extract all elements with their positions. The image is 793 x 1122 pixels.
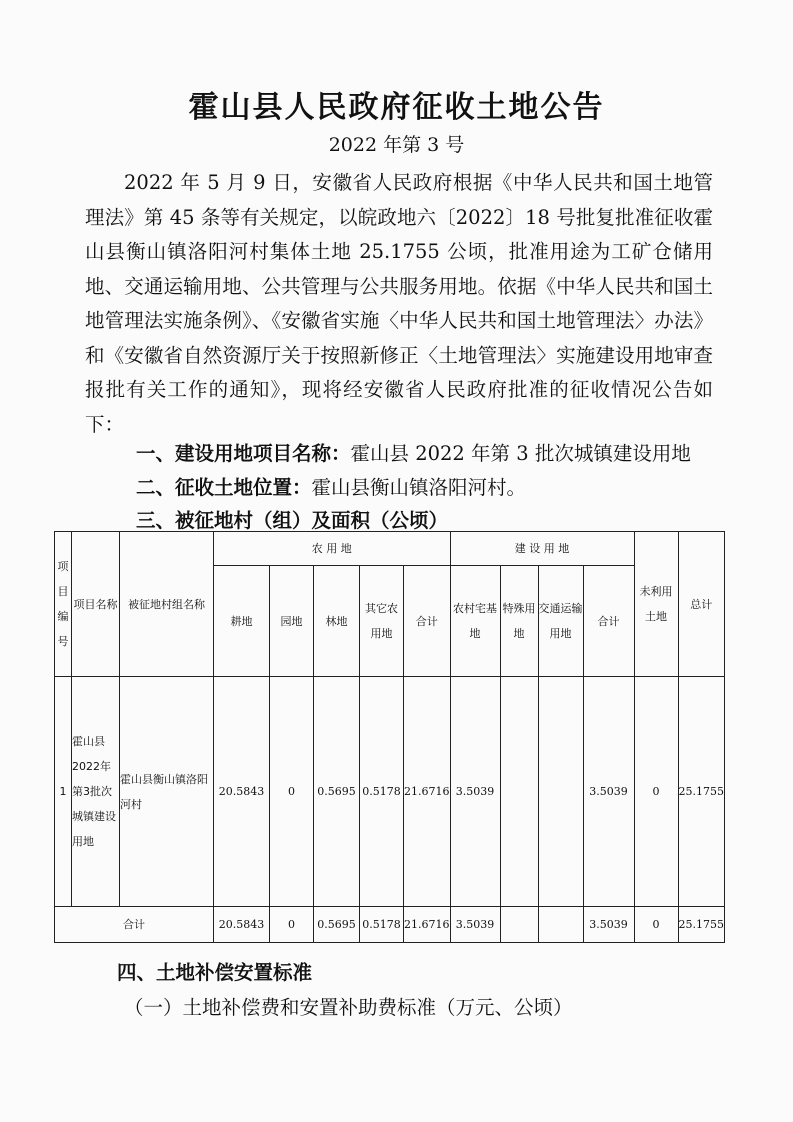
total-special bbox=[500, 907, 538, 943]
header-const-group: 建 设 用 地 bbox=[450, 532, 634, 566]
section-4 bbox=[117, 957, 312, 985]
cell-forest: 0.5695 bbox=[314, 677, 360, 907]
section-3 bbox=[136, 505, 448, 533]
header-forest: 林地 bbox=[314, 566, 360, 677]
intro-paragraph: 2022 年 5 月 9 日，安徽省人民政府根据《中华人民共和国土地管理法》第 45 条等有关规定，以皖政地六〔2022〕18 号批复批准征收霍山县衡山镇洛阳河村集体土地 25.1755 公顷，批准用途为工矿仓储用地、交通运输用地、公共管理与公共服务用地。依据《中华人民共和国土地管理法实施条例》、《安徽省实施〈中华人民共和国土地管理法〉办法》和《安徽省自然资源厅关于按照新修正〈土地管理法〉实施建设用地审查报批有关工作的通知》，现将经安徽省人民政府批准的征收情况公告如下： bbox=[85, 171, 713, 436]
land-table bbox=[54, 531, 725, 943]
cell-garden: 0 bbox=[270, 677, 314, 907]
section-2 bbox=[136, 472, 526, 500]
section-1 bbox=[136, 438, 691, 466]
cell-special bbox=[500, 677, 538, 907]
cell-farmland: 20.5843 bbox=[214, 677, 270, 907]
section-1-value: 霍山县 2022 年第 3 批次城镇建设用地 bbox=[350, 442, 691, 465]
header-special: 特殊用地 bbox=[500, 566, 538, 677]
section-3-label: 三、被征地村（组）及面积（公顷） bbox=[136, 509, 449, 532]
cell-const-subtotal: 3.5039 bbox=[583, 677, 634, 907]
intro-paragraph-block bbox=[85, 166, 713, 442]
header-agri-subtotal: 合计 bbox=[404, 566, 451, 677]
page-title: 霍山县人民政府征收土地公告 bbox=[188, 90, 605, 125]
total-forest: 0.5695 bbox=[314, 907, 360, 943]
total-const-subtotal: 3.5039 bbox=[583, 907, 634, 943]
header-transport: 交通运输用地 bbox=[538, 566, 583, 677]
cell-agri-subtotal: 21.6716 bbox=[404, 677, 451, 907]
header-agri-group: 农 用 地 bbox=[214, 532, 451, 566]
total-farmland: 20.5843 bbox=[214, 907, 270, 943]
total-other-agri: 0.5178 bbox=[360, 907, 404, 943]
total-total: 25.1755 bbox=[678, 907, 725, 943]
table-row bbox=[55, 677, 725, 907]
cell-no: 1 bbox=[55, 677, 72, 907]
cell-unused: 0 bbox=[634, 677, 678, 907]
total-transport bbox=[538, 907, 583, 943]
total-garden: 0 bbox=[270, 907, 314, 943]
header-project-name: 项目名称 bbox=[72, 532, 120, 677]
cell-transport bbox=[538, 677, 583, 907]
header-garden: 园地 bbox=[270, 566, 314, 677]
header-homestead: 农村宅基地 bbox=[450, 566, 500, 677]
table-total-row bbox=[55, 907, 725, 943]
section-2-value: 霍山县衡山镇洛阳河村。 bbox=[311, 476, 527, 499]
document-number: 2022 年第 3 号 bbox=[328, 134, 465, 156]
cell-village: 霍山县衡山镇洛阳河村 bbox=[120, 677, 214, 907]
total-label: 合计 bbox=[55, 907, 214, 943]
header-item-no: 项目编号 bbox=[55, 532, 72, 677]
total-agri-subtotal: 21.6716 bbox=[404, 907, 451, 943]
section-4-label: 四、土地补偿安置标准 bbox=[117, 961, 313, 984]
header-total: 总计 bbox=[678, 532, 725, 677]
header-village: 被征地村组名称 bbox=[120, 532, 214, 677]
cell-project: 霍山县2022年第3批次城镇建设用地 bbox=[72, 677, 120, 907]
cell-homestead: 3.5039 bbox=[450, 677, 500, 907]
cell-other-agri: 0.5178 bbox=[360, 677, 404, 907]
section-1-label: 一、建设用地项目名称： bbox=[136, 442, 351, 465]
section-2-label: 二、征收土地位置： bbox=[136, 476, 312, 499]
header-farmland: 耕地 bbox=[214, 566, 270, 677]
header-const-subtotal: 合计 bbox=[583, 566, 634, 677]
total-homestead: 3.5039 bbox=[450, 907, 500, 943]
header-other-agri: 其它农用地 bbox=[360, 566, 404, 677]
cell-total: 25.1755 bbox=[678, 677, 725, 907]
subsection-1 bbox=[124, 992, 573, 1020]
header-unused: 未利用土地 bbox=[634, 532, 678, 677]
subsection-1-label: （一）土地补偿费和安置补助费标准（万元、公顷） bbox=[124, 996, 573, 1019]
total-unused: 0 bbox=[634, 907, 678, 943]
